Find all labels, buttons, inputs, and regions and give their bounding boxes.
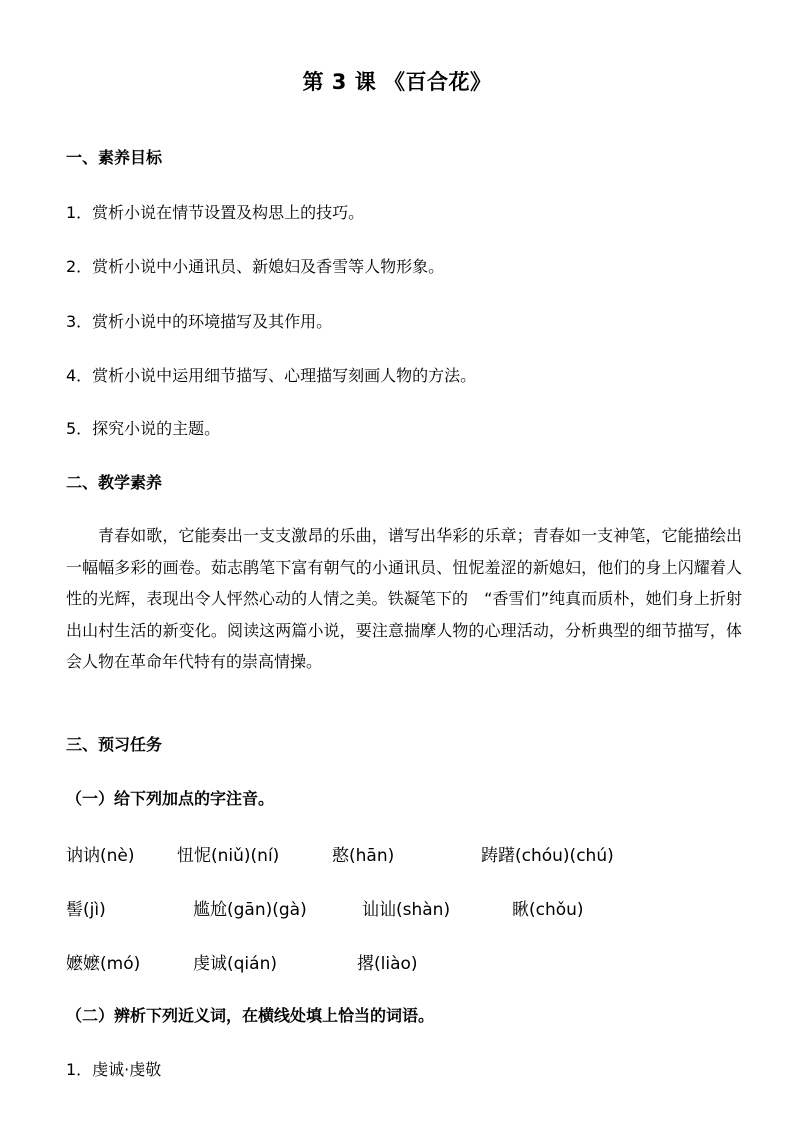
goal-item-4: 4．赏析小说中运用细节描写、心理描写刻画人物的方法。 <box>66 366 477 385</box>
pinyin-item: 忸怩(niǔ)(ní) <box>177 846 280 866</box>
page-title: 第 3 课 《百合花》 <box>302 70 492 94</box>
goal-item-2: 2．赏析小说中小通讯员、新媳妇及香雪等人物形象。 <box>66 257 445 276</box>
goal-item-3: 3．赏析小说中的环境描写及其作用。 <box>66 312 333 331</box>
synonym-item-1: 1．虔诚·虔敬 <box>66 1060 162 1079</box>
pinyin-item: 嬷嬷(mó) <box>66 954 141 974</box>
pinyin-item: 瞅(chǒu) <box>512 900 584 920</box>
literacy-paragraph: 青春如歌，它能奏出一支支激昂的乐曲，谱写出华彩的乐章；青春如一支神笔，它能描绘出一幅幅多彩的画卷。茹志鹃笔下富有朝气的小通讯员、忸怩羞涩的新媳妇，他们的身上闪耀着人性的光辉，表现出令人怦然心动的人情之美。铁凝笔下的 “香雪们”纯真而质朴，她们身上折射出山村生活的新变化。阅读这两篇小说，要注意揣摩人物的心理活动，分析典型的细节描写，体会人物在革命年代特有的崇高情操。 <box>66 526 742 671</box>
subsection-heading-synonyms: （二）辨析下列近义词，在横线处填上恰当的词语。 <box>66 1006 435 1025</box>
pinyin-item: 虔诚(qián) <box>193 954 277 974</box>
pinyin-item: 髻(jì) <box>66 900 106 920</box>
pinyin-item: 讷讷(nè) <box>66 846 135 866</box>
pinyin-item: 讪讪(shàn) <box>362 900 451 920</box>
pinyin-item: 撂(liào) <box>357 954 418 974</box>
pinyin-item: 憨(hān) <box>332 846 395 866</box>
section-heading-literacy: 二、教学素养 <box>66 473 163 492</box>
section-heading-goals: 一、素养目标 <box>66 148 163 167</box>
goal-item-5: 5．探究小说的主题。 <box>66 419 221 438</box>
pinyin-item: 踌躇(chóu)(chú) <box>481 846 614 866</box>
subsection-heading-pinyin: （一）给下列加点的字注音。 <box>66 789 275 808</box>
pinyin-item: 尴尬(gān)(gà) <box>193 900 307 920</box>
goal-item-1: 1．赏析小说在情节设置及构思上的技巧。 <box>66 203 365 222</box>
section-heading-preview: 三、预习任务 <box>66 735 163 754</box>
